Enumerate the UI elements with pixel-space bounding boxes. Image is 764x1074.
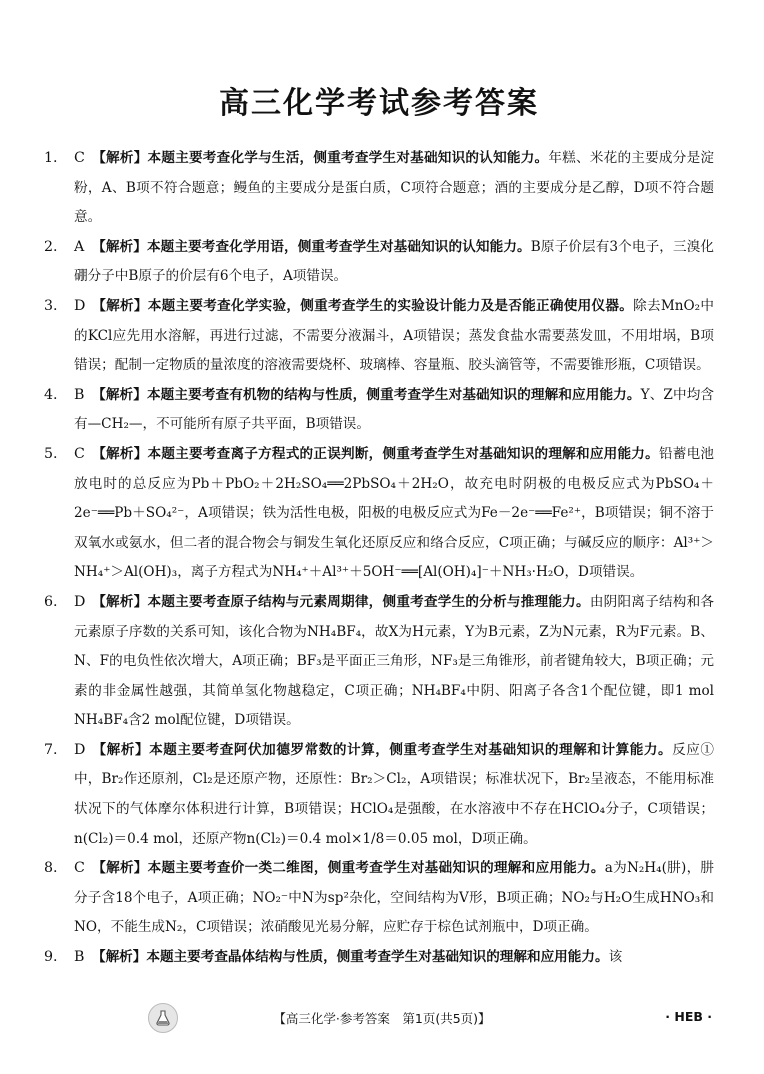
question-number: 7. xyxy=(44,741,58,758)
answer-body xyxy=(74,588,714,736)
question-number: 1. xyxy=(44,150,58,166)
answer-item xyxy=(44,588,714,736)
answer-body xyxy=(74,736,714,854)
answer-choice: A xyxy=(74,238,85,255)
analysis-lead: 【解析】本题主要考查化学用语，侧重考查学生对基础知识的认知能力。 xyxy=(92,238,531,255)
question-number: 5. xyxy=(44,445,58,462)
answer-choice: C xyxy=(74,860,85,877)
analysis-detail: B原子价层有3个电子，三溴化硼分子中B原子的价层有6个电子，A项错误。 xyxy=(74,238,715,285)
analysis-detail: Y、Z中均含有—CH₂—，不可能所有原子共平面，B项错误。 xyxy=(74,386,714,433)
answer-choice: B xyxy=(74,949,85,966)
analysis-detail: 该 xyxy=(608,949,623,966)
answer-item xyxy=(44,233,714,292)
analysis-lead: 【解析】本题主要考查离子方程式的正误判断，侧重考查学生对基础知识的理解和应用能力。 xyxy=(92,445,659,462)
answer-choice: C xyxy=(74,150,85,166)
answer-list xyxy=(44,144,714,973)
footer-page-info: 【高三化学·参考答案 第1页(共5页)】 xyxy=(273,1011,491,1026)
analysis-lead: 【解析】本题主要考查价一类二维图，侧重考查学生对基础知识的理解和应用能力。 xyxy=(92,860,605,877)
page-title: 高三化学考试参考答案 xyxy=(219,86,539,121)
answer-choice: D xyxy=(74,741,86,758)
answer-item xyxy=(44,292,714,381)
question-number: 9. xyxy=(44,949,58,966)
analysis-lead: 【解析】本题主要考查阿伏加德罗常数的计算，侧重考查学生对基础知识的理解和计算能力。 xyxy=(92,741,673,758)
answer-choice: D xyxy=(74,297,86,314)
answer-body xyxy=(74,381,714,440)
answer-body xyxy=(74,144,714,233)
analysis-lead: 【解析】本题主要考查有机物的结构与性质，侧重考查学生对基础知识的理解和应用能力。 xyxy=(92,386,641,403)
answer-item xyxy=(44,440,714,588)
analysis-lead: 【解析】本题主要考查原子结构与元素周期律，侧重考查学生的分析与推理能力。 xyxy=(92,593,590,610)
analysis-lead: 【解析】本题主要考查化学实验，侧重考查学生的实验设计能力及是否能正确使用仪器。 xyxy=(92,297,634,314)
answer-body xyxy=(74,854,714,943)
question-number: 6. xyxy=(44,593,58,610)
analysis-detail: 铅蓄电池放电时的总反应为Pb＋PbO₂＋2H₂SO₄══2PbSO₄＋2H₂O，故充电时阴极的电极反应式为PbSO₄＋2e⁻══Pb＋SO₄²⁻，A项错误；铁为活性电极，阳极的电极反应式为Fe－2e⁻══Fe²⁺，B项错误；铜不溶于双氧水或氨水，但二者的混合物会与铜发生氧化还原反应和络合反应，C项正确；与碱反应的顺序：Al³⁺＞NH₄⁺＞Al(OH)₃，离子方程式为NH₄⁺＋Al³⁺＋5OH⁻══[Al(OH)₄]⁻＋NH₃·H₂O，D项错误。 xyxy=(74,445,714,581)
page-footer xyxy=(0,1003,764,1033)
answer-body xyxy=(74,440,714,588)
analysis-lead: 【解析】本题主要考查晶体结构与性质，侧重考查学生对基础知识的理解和应用能力。 xyxy=(92,949,609,966)
answer-item xyxy=(44,854,714,943)
answer-choice: B xyxy=(74,386,85,403)
question-number: 8. xyxy=(44,860,58,877)
answer-item xyxy=(44,144,714,233)
answer-choice: C xyxy=(74,445,85,462)
answer-choice: D xyxy=(74,593,86,610)
answer-body xyxy=(74,233,714,292)
answer-body xyxy=(74,292,714,381)
question-number: 3. xyxy=(44,297,58,314)
answer-item xyxy=(44,943,714,973)
analysis-detail: 年糕、米花的主要成分是淀粉，A、B项不符合题意；鳗鱼的主要成分是蛋白质，C项符合题意；酒的主要成分是乙醇，D项不符合题意。 xyxy=(74,150,714,226)
answer-item xyxy=(44,736,714,854)
analysis-detail: 由阴阳离子结构和各元素原子序数的关系可知，该化合物为NH₄BF₄，故X为H元素，Y为B元素，Z为N元素，R为F元素。B、N、F的电负性依次增大，A项正确；BF₃是平面正三角形，NF₃是三角锥形，前者键角较大，B项正确；元素的非金属性越强，其简单氢化物越稳定，C项正确；NH₄BF₄中阴、阳离子各含1个配位键，即1 mol NH₄BF₄含2 mol配位键，D项错误。 xyxy=(74,593,714,729)
answer-body xyxy=(74,943,714,973)
analysis-detail: 反应①中，Br₂作还原剂，Cl₂是还原产物，还原性：Br₂＞Cl₂，A项错误；标准状况下，Br₂呈液态，不能用标准状况下的气体摩尔体积进行计算，B项错误；HClO₄是强酸，在水溶液中不存在HClO₄分子，C项错误；n(Cl₂)＝0.4 mol，还原产物n(Cl₂)＝0.4 mol×1/8＝0.05 mol，D项正确。 xyxy=(74,741,715,847)
analysis-detail: a为N₂H₄(肼)，肼分子含18个电子，A项正确；NO₂⁻中N为sp²杂化，空间结构为V形，B项正确；NO₂与H₂O生成HNO₃和NO，不能生成N₂，C项错误；浓硝酸见光易分解，应贮存于棕色试剂瓶中，D项正确。 xyxy=(74,860,715,936)
question-number: 4. xyxy=(44,386,58,403)
analysis-lead: 【解析】本题主要考查化学与生活，侧重考查学生对基础知识的认知能力。 xyxy=(92,150,549,166)
analysis-detail: 除去MnO₂中的KCl应先用水溶解，再进行过滤，不需要分液漏斗，A项错误；蒸发食盐水需要蒸发皿，不用坩埚，B项错误；配制一定物质的量浓度的溶液需要烧杯、玻璃棒、容量瓶、胶头滴管等，不需要锥形瓶，C项错误。 xyxy=(74,297,714,374)
answer-item xyxy=(44,381,714,440)
footer-code: · HEB · xyxy=(665,1009,712,1024)
question-number: 2. xyxy=(44,238,58,255)
